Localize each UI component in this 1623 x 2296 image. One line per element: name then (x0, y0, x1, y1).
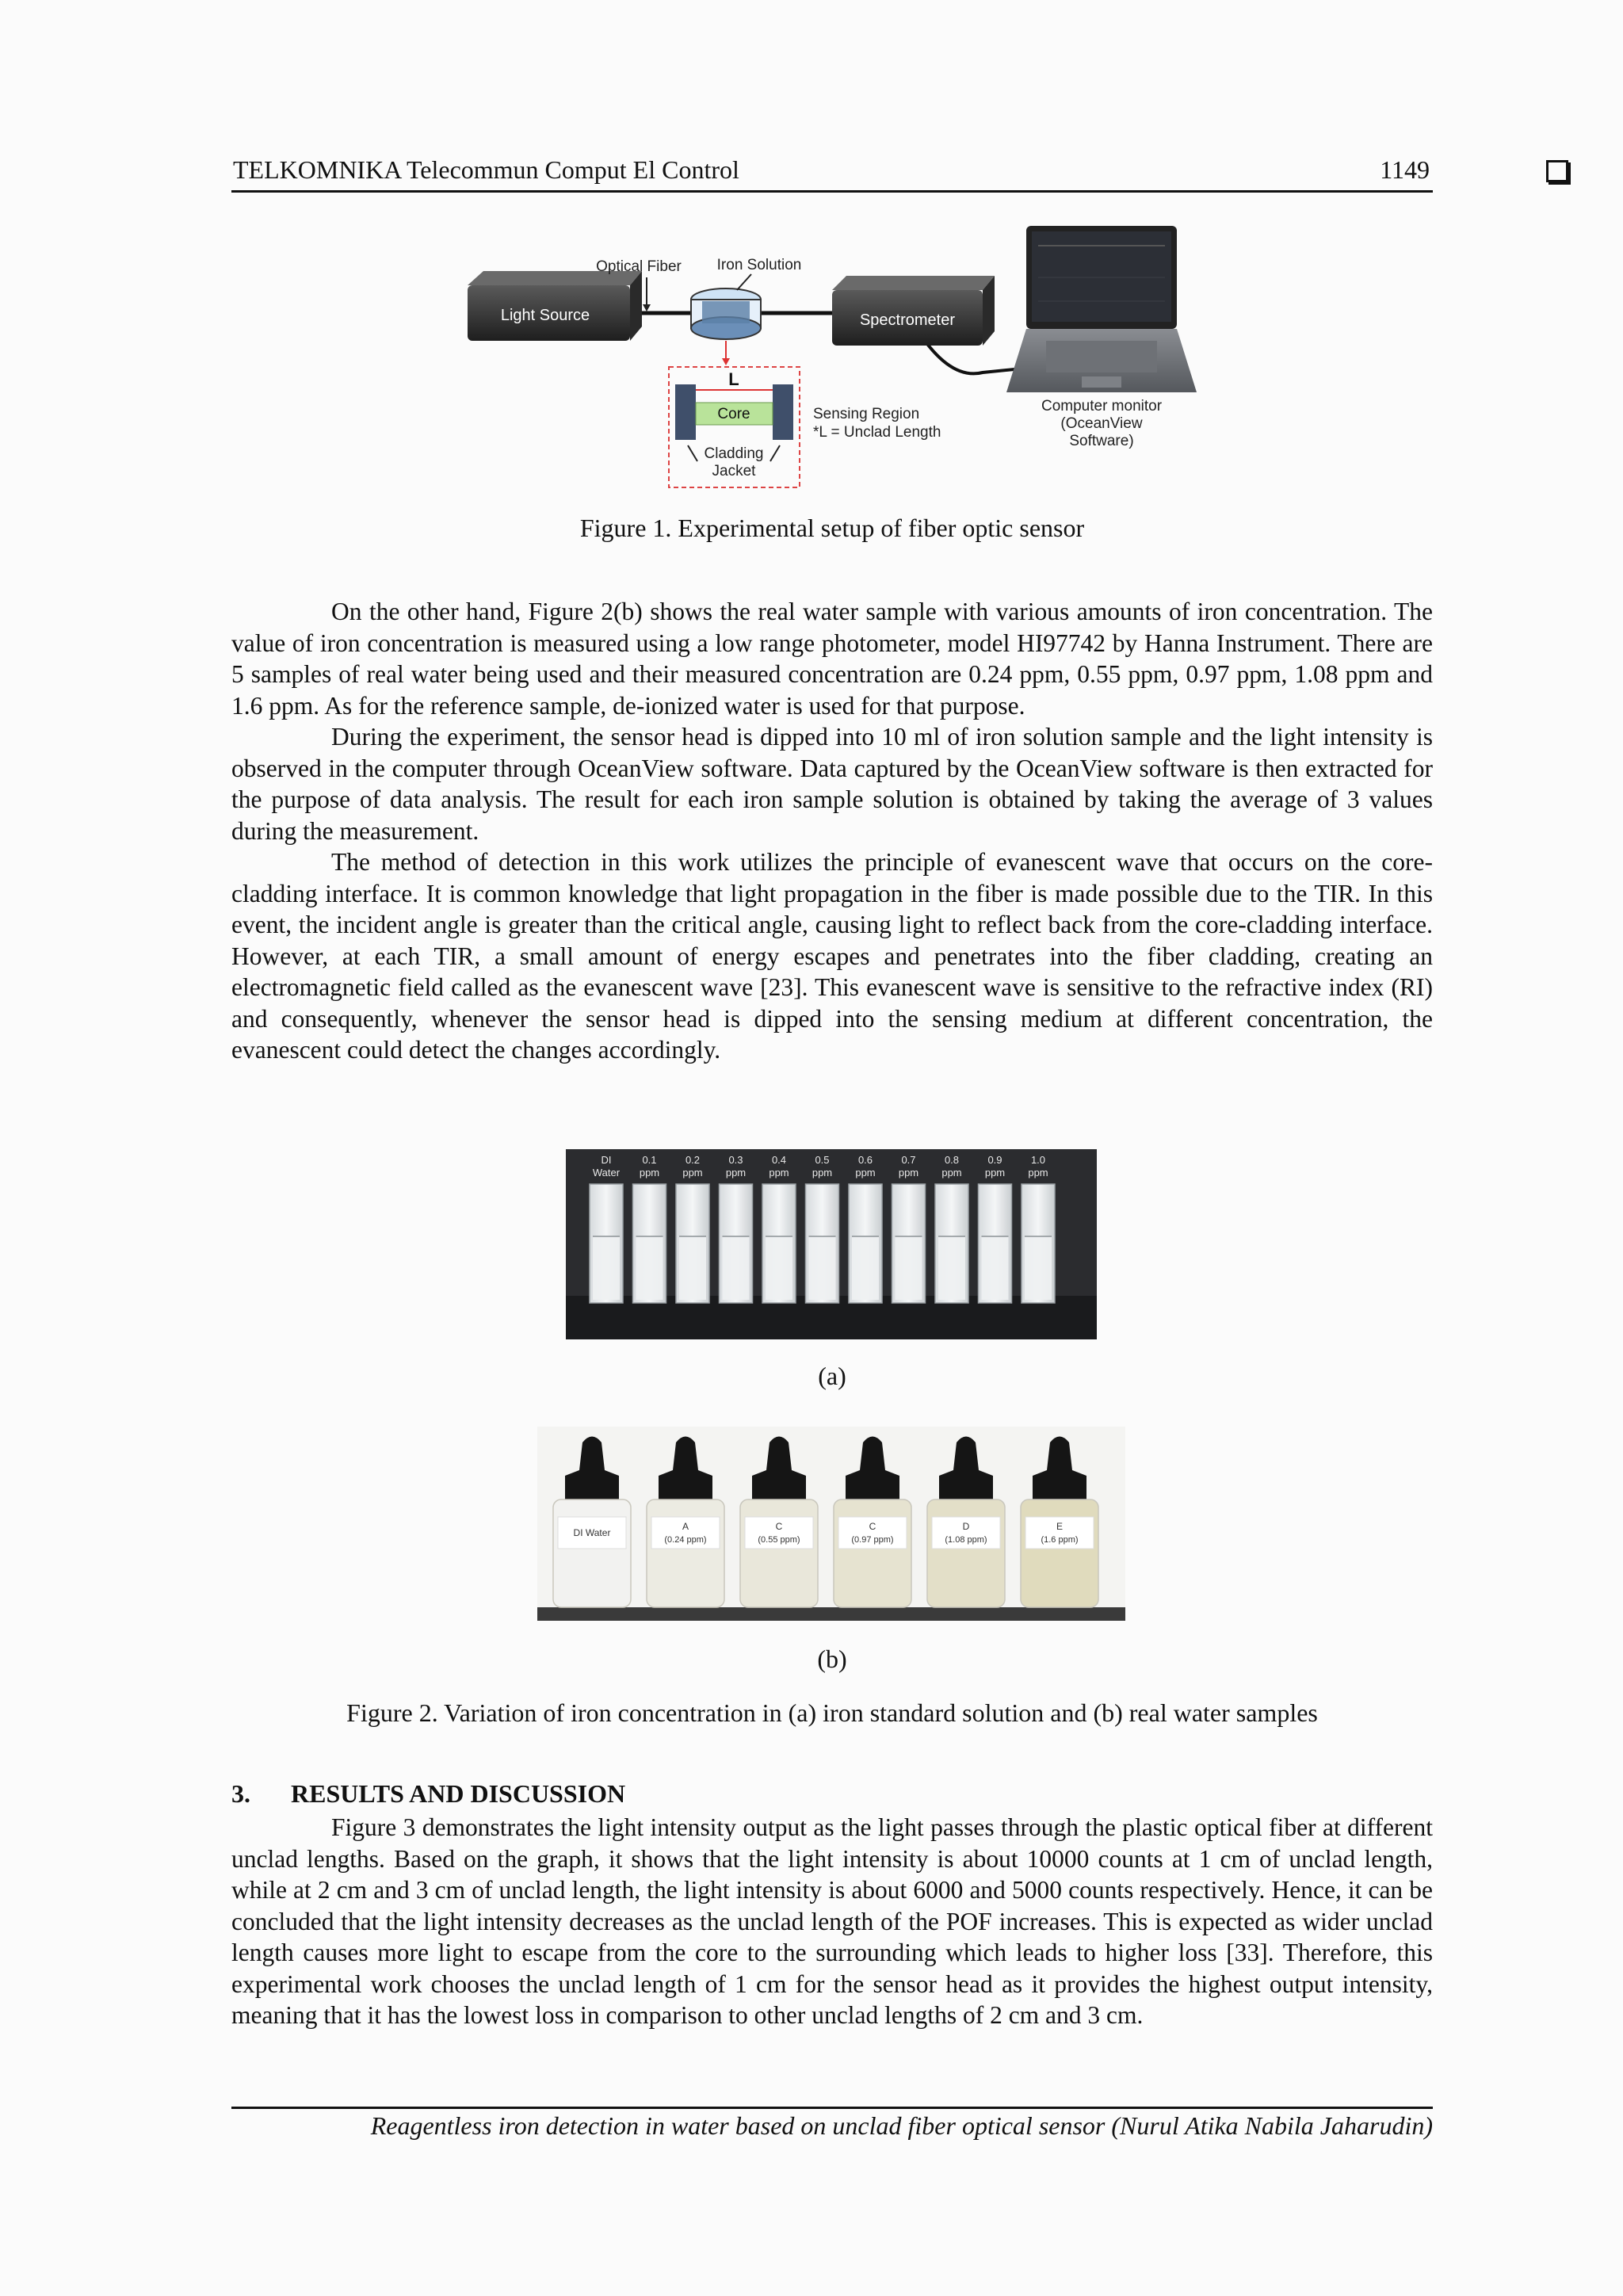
cuvette-label-top: 0.4 (771, 1154, 787, 1166)
paragraph: On the other hand, Figure 2(b) shows the real water sample with various amounts of iron concentration. The value of iron concentration is measured using a low range photometer, model HI97742 by Hanna Instrument. There are 5 samples of real water being used and their measured concentration are 0.24 ppm, 0.55 ppm, 0.97 ppm, 1.08 ppm and 1.6 ppm. As for the reference sample, de-ionized water is used for that purpose. (231, 598, 1433, 720)
cuvette-label-bottom: ppm (812, 1167, 833, 1179)
body-text (231, 596, 1433, 1066)
cuvette (762, 1184, 796, 1303)
cuvette-label-top: 1.0 (1030, 1154, 1046, 1166)
bottle-label: A (682, 1521, 689, 1532)
figure2b-sublabel: (b) (817, 1645, 847, 1673)
bottle-concentration: (1.08 ppm) (945, 1535, 987, 1545)
jacket-label: Jacket (712, 463, 756, 479)
cuvette-label-bottom: ppm (725, 1167, 747, 1179)
software-label: Software) (1069, 433, 1134, 449)
cladding-label: Cladding (704, 445, 764, 462)
figure2-caption: Figure 2. Variation of iron concentration in (a) iron standard solution and (b) real water samples (346, 1698, 1318, 1727)
bottle-label: D (962, 1521, 970, 1532)
cuvette-label-bottom: ppm (639, 1167, 660, 1179)
cuvette-label-top: 0.2 (685, 1154, 701, 1166)
running-header (231, 155, 1433, 193)
section-number: 3. (231, 1779, 250, 1808)
bottle-label: DI Water (573, 1527, 611, 1538)
bottle-label: E (1056, 1521, 1064, 1532)
computer-monitor-label: Computer monitor (1041, 398, 1163, 415)
results-text (231, 1812, 1433, 2031)
bottle-label: C (775, 1521, 783, 1532)
cuvette-label-top: 0.7 (901, 1154, 916, 1166)
bottle-concentration: (0.55 ppm) (758, 1535, 800, 1545)
bottle-concentration: (1.6 ppm) (1041, 1535, 1079, 1545)
cuvette-label-top: 0.5 (815, 1154, 830, 1166)
cuvette (935, 1184, 968, 1303)
journal-title: TELKOMNIKA Telecommun Comput El Control (233, 155, 739, 184)
cuvette (590, 1184, 623, 1303)
cuvette-label-top: 0.6 (857, 1154, 873, 1166)
cuvette (720, 1184, 753, 1303)
paragraph: During the experiment, the sensor head is dipped into 10 ml of iron solution sample and the light intensity is observed in the computer through OceanView software. Data captured by the OceanView software is then extracted for the purpose of data analysis. The result for each iron sample solution is obtained by taking the average of 3 values during the measurement. (231, 723, 1433, 845)
cuvette-label-bottom: ppm (769, 1167, 789, 1179)
running-footer: Reagentless iron detection in water based on unclad fiber optical sensor (Nurul Atika Nabila Jaharudin) (370, 2111, 1433, 2140)
cuvette (849, 1184, 882, 1303)
unclad-length-label: *L = Unclad Length (813, 424, 941, 441)
cuvette (633, 1184, 666, 1303)
figure2a-photo (566, 1149, 1097, 1339)
section-title: RESULTS AND DISCUSSION (291, 1779, 626, 1808)
bottle-label: C (869, 1521, 876, 1532)
spectrometer-label: Spectrometer (859, 311, 956, 329)
cuvette-label-top: 0.8 (944, 1154, 960, 1166)
paragraph: Figure 3 demonstrates the light intensity output as the light passes through the plastic optical fiber at different unclad lengths. Based on the graph, it shows that the light intensity is about 10000 counts at 1 cm of unclad length, while at 2 cm and 3 cm of unclad length, the light intensity is about 6000 and 5000 counts respectively. Hence, it can be concluded that the light intensity decreases as the unclad length of the POF increases. This is expected as wider unclad length causes more light to escape from the core to the surrounding which leads to higher loss [33]. Therefore, this experimental work chooses the unclad length of 1 cm for the sensor head as it provides the highest output intensity, meaning that it has the lowest loss in comparison to other unclad lengths of 2 cm and 3 cm. (231, 1813, 1433, 2029)
cuvette (979, 1184, 1012, 1303)
oceanview-label: (OceanView (1060, 415, 1143, 432)
cuvette-label-top: 0.9 (987, 1154, 1002, 1166)
l-label: L (728, 369, 739, 389)
figure1-caption: Figure 1. Experimental setup of fiber optic sensor (579, 514, 1085, 542)
section-heading (231, 1779, 625, 1809)
cuvette (806, 1184, 839, 1303)
figure2b-photo (537, 1427, 1125, 1621)
figure1-diagram (460, 222, 1197, 491)
cuvette-label-bottom: ppm (941, 1167, 962, 1179)
cuvette-label-bottom: ppm (1028, 1167, 1048, 1179)
paragraph: The method of detection in this work utilizes the principle of evanescent wave that occurs on the core-cladding interface. It is common knowledge that light propagation in the fiber is made possible due to the TIR. In this event, the incident angle is greater than the critical angle, causing light to reflect back from the core-cladding interface. However, at each TIR, a small amount of energy escapes and penetrates into the fiber cladding, creating an electromagnetic field called as the evanescent wave [23]. This evanescent wave is sensitive to the refractive index (RI) and consequently, whenever the sensor head is dipped into the sensing medium at different concentration, the evanescent could detect the changes accordingly. (231, 848, 1433, 1064)
sensing-region-label: Sensing Region (813, 406, 920, 422)
cuvette-label-bottom: ppm (898, 1167, 919, 1179)
footer-rule (231, 2107, 1433, 2109)
figure2a-sublabel: (a) (818, 1362, 846, 1390)
light-source-label: Light Source (500, 307, 590, 324)
optical-fiber-label: Optical Fiber (596, 258, 682, 275)
bottle-concentration: (0.24 ppm) (664, 1535, 707, 1545)
cuvette (892, 1184, 926, 1303)
cuvette-label-bottom: ppm (984, 1167, 1006, 1179)
cuvette-label-top: 0.1 (642, 1154, 657, 1166)
core-label: Core (717, 406, 750, 422)
cuvette (676, 1184, 709, 1303)
cuvette-label-bottom: ppm (855, 1167, 876, 1179)
bottle-concentration: (0.97 ppm) (851, 1535, 894, 1545)
cuvette (1022, 1184, 1055, 1303)
square-bullet-icon (1546, 160, 1568, 182)
cuvette-label-bottom: ppm (682, 1167, 703, 1179)
iron-solution-label: Iron Solution (716, 257, 802, 273)
cuvette-label-bottom: Water (592, 1167, 621, 1179)
cuvette-label-top: 0.3 (728, 1154, 743, 1166)
cuvette-label-top: DI (601, 1154, 612, 1166)
page-number: 1149 (1380, 155, 1430, 184)
